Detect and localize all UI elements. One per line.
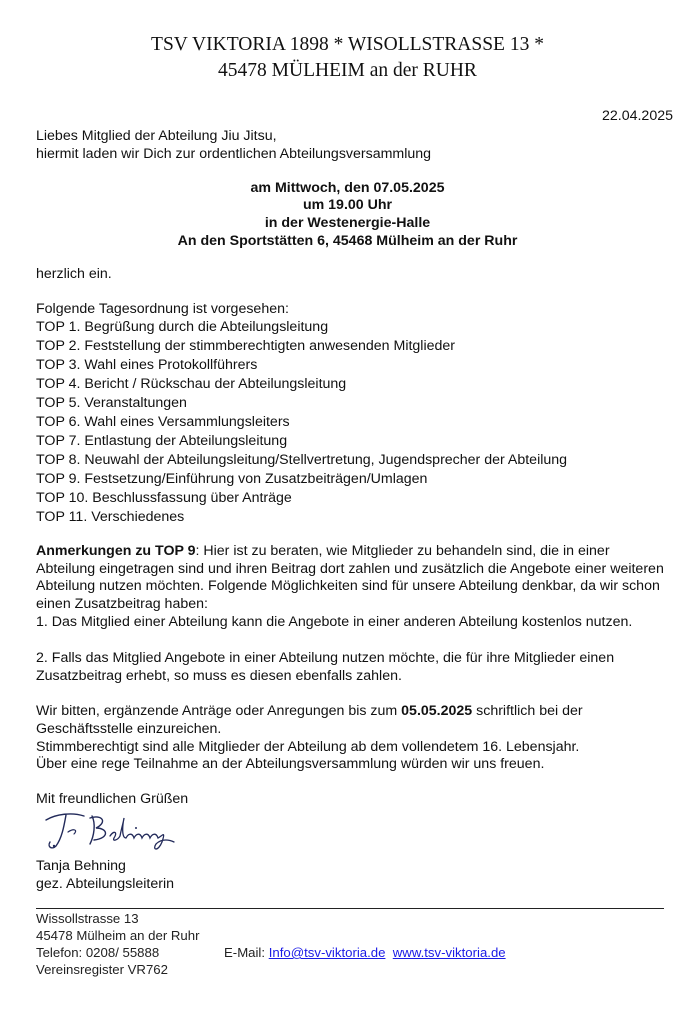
website-link[interactable]: www.tsv-viktoria.de [392, 945, 506, 960]
event-day: am Mittwoch, den 07.05.2025 [250, 180, 445, 196]
request-after: schriftlich bei der Geschäftsstelle einzureichen. [36, 703, 583, 737]
intro-text: hiermit laden wir Dich zur ordentlichen Abteilungsversammlung [36, 146, 432, 162]
regards: Mit freundlichen Grüßen [36, 791, 189, 807]
agenda-list [36, 318, 567, 527]
salutation: Liebes Mitglied der Abteilung Jiu Jitsu, [36, 128, 277, 144]
agenda-item: TOP 2. Feststellung der stimmberechtigten anwesenden Mitglieder [36, 338, 456, 354]
agenda-heading: Folgende Tagesordnung ist vorgesehen: [36, 301, 289, 317]
notes-text: : Hier ist zu beraten, wie Mitglieder zu behandeln sind, die in einer Abteilung eingetragen sind und ihren Beitrag dort zahlen und zusätzlich die Angebote einer weiteren Abteilung nutzen möchten. Folgende Möglichkeiten sind für unsere Abteilung denkbar, da wir schon einen Zusatzbeitrag haben: [36, 543, 664, 612]
agenda-item: TOP 3. Wahl eines Protokollführers [36, 357, 258, 373]
agenda-item: TOP 1. Begrüßung durch die Abteilungsleitung [36, 319, 329, 335]
notes-paragraph [36, 543, 666, 613]
agenda-item: TOP 4. Bericht / Rückschau der Abteilungsleitung [36, 376, 347, 392]
email-label: E-Mail: [224, 945, 266, 960]
notes-option-1: 1. Das Mitglied einer Abteilung kann die Angebote in einer anderen Abteilung kostenlos nutzen. [36, 614, 633, 630]
request-before: Wir bitten, ergänzende Anträge oder Anregungen bis zum [36, 703, 402, 719]
email-link[interactable]: Info@tsv-viktoria.de [268, 945, 386, 960]
signature-image [38, 806, 188, 856]
agenda-item: TOP 8. Neuwahl der Abteilungsleitung/Stellvertretung, Jugendsprecher der Abteilung [36, 452, 568, 468]
footer-city: 45478 Mülheim an der Ruhr [36, 928, 200, 943]
letterhead-line-2: 45478 MÜLHEIM an der RUHR [218, 60, 477, 81]
event-time: um 19.00 Uhr [302, 197, 393, 213]
agenda-item: TOP 6. Wahl eines Versammlungsleiters [36, 414, 290, 430]
event-address: An den Sportstätten 6, 45468 Mülheim an der Ruhr [177, 233, 518, 249]
letter-date: 22.04.2025 [601, 108, 673, 124]
agenda-item: TOP 7. Entlastung der Abteilungsleitung [36, 433, 288, 449]
footer-contact [224, 944, 506, 962]
footer-street: Wissollstrasse 13 [36, 911, 139, 926]
agenda-item: TOP 5. Veranstaltungen [36, 395, 187, 411]
notes-option-2: 2. Falls das Mitglied Angebote in einer Abteilung nutzen möchte, die für ihre Mitglieder einen Zusatzbeitrag erhebt, so muss es diesen ebenfalls zahlen. [36, 650, 615, 684]
event-venue: in der Westenergie-Halle [264, 215, 431, 231]
agenda-item: TOP 11. Verschiedenes [36, 509, 185, 525]
agenda-item: TOP 9. Festsetzung/Einführung von Zusatzbeiträgen/Umlagen [36, 471, 428, 487]
footer-phone: Telefon: 0208/ 55888 [36, 945, 160, 960]
footer-register: Vereinsregister VR762 [36, 962, 168, 977]
notes-label: Anmerkungen zu TOP 9 [36, 543, 196, 559]
signer-name: Tanja Behning [36, 858, 126, 874]
agenda-item: TOP 10. Beschlussfassung über Anträge [36, 490, 292, 506]
request-paragraph [36, 703, 666, 738]
letterhead-line-1: TSV VIKTORIA 1898 * WISOLLSTRASSE 13 * [151, 34, 544, 55]
closing-intro: herzlich ein. [36, 266, 112, 282]
footer-divider [36, 908, 664, 909]
signer-role: gez. Abteilungsleiterin [36, 876, 175, 892]
eligibility-text: Stimmberechtigt sind alle Mitglieder der Abteilung ab dem vollendetem 16. Lebensjahr. [36, 739, 580, 755]
request-deadline: 05.05.2025 [401, 703, 473, 719]
participation-text: Über eine rege Teilnahme an der Abteilungsversammlung würden wir uns freuen. [36, 756, 545, 772]
